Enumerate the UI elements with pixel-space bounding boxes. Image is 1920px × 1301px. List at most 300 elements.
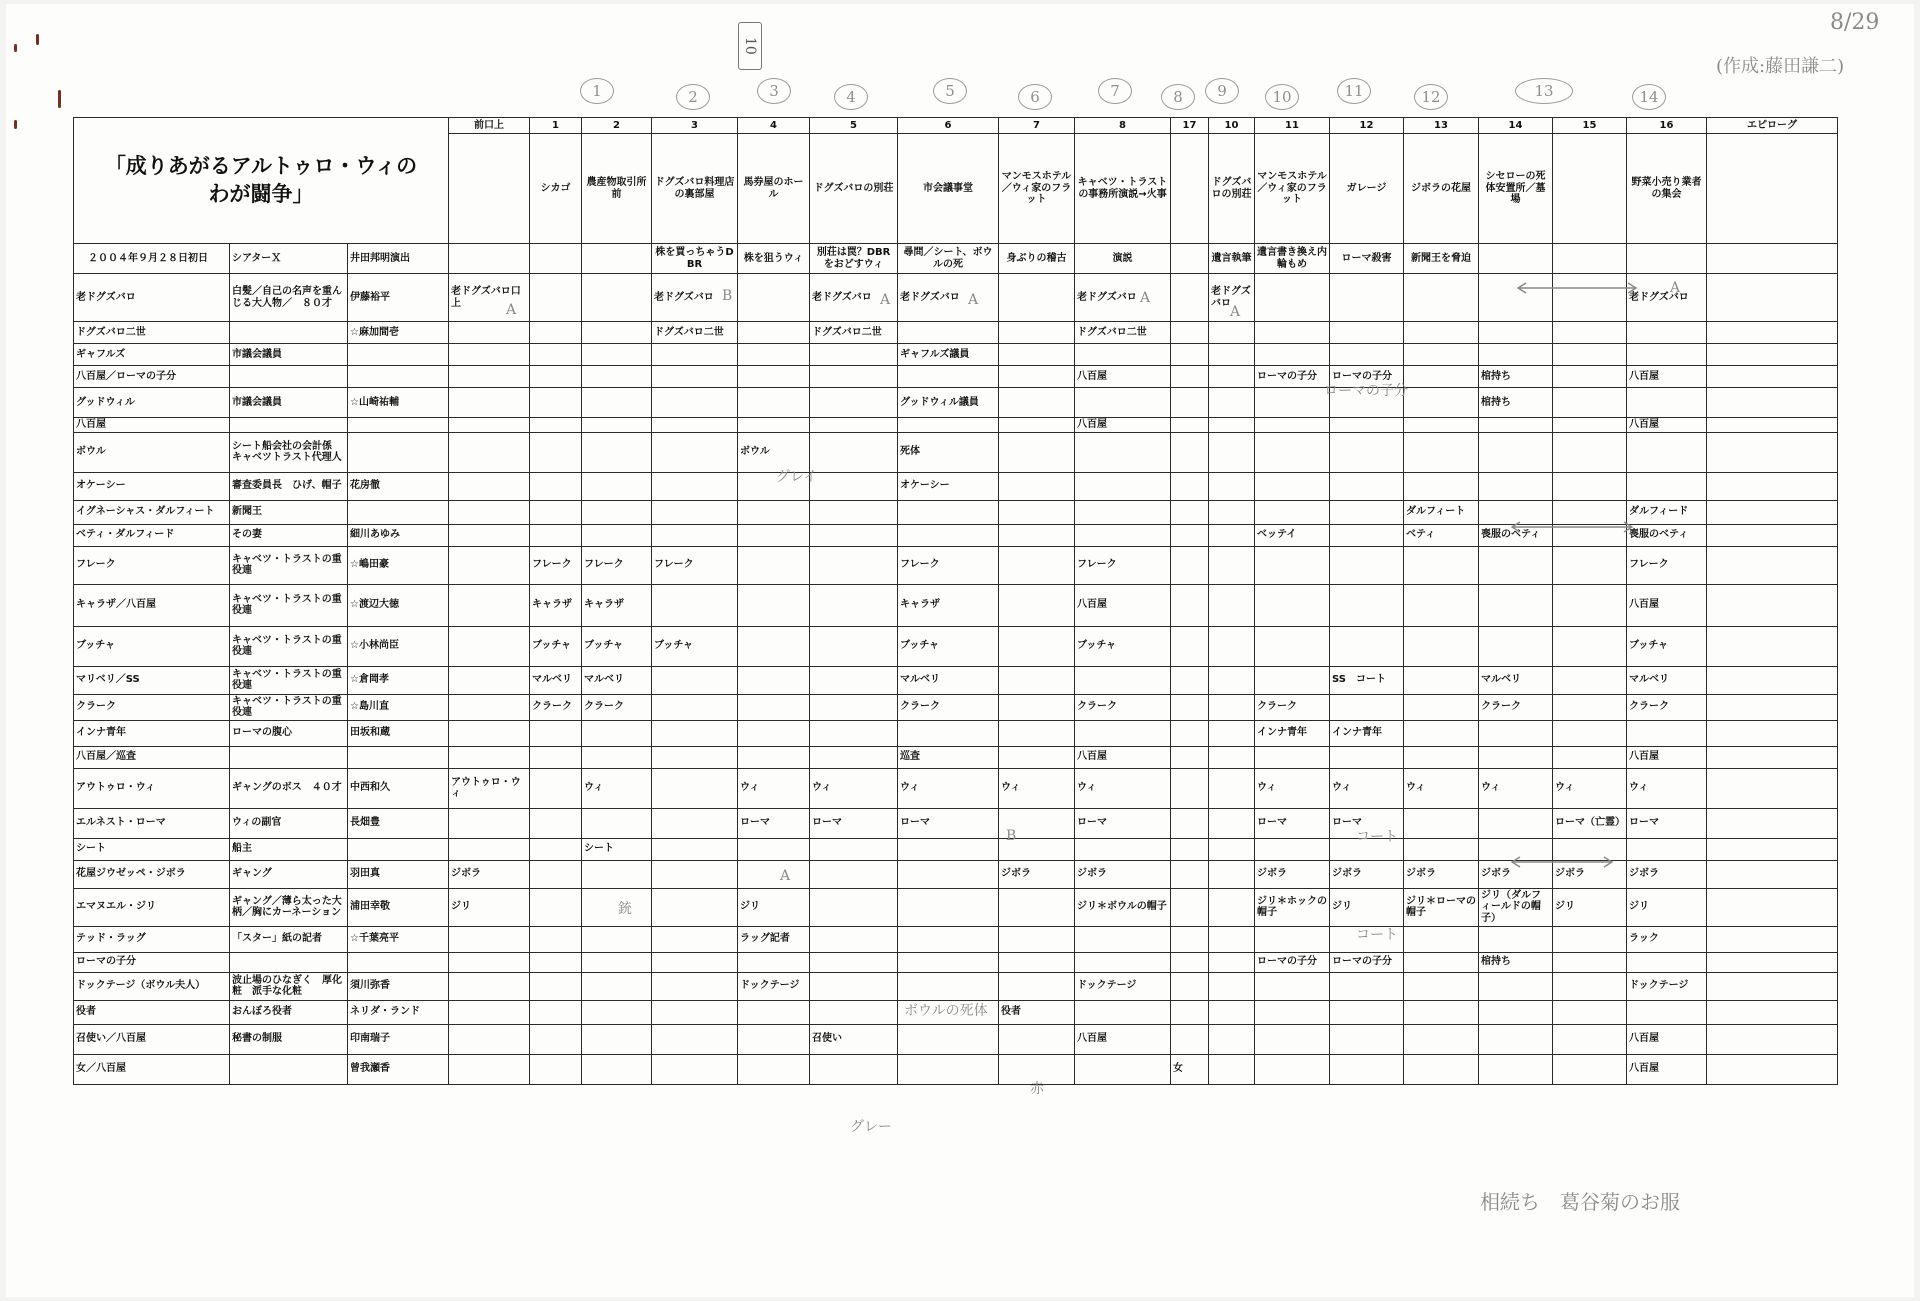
- scene-cell: [1404, 432, 1479, 472]
- scene-cell: ウィ: [1479, 768, 1553, 808]
- director-label: 井田邦明演出: [348, 244, 449, 274]
- role-description: ローマの腹心: [230, 720, 348, 746]
- scene-cell: [1255, 1024, 1330, 1054]
- scene-cell: ジリ: [1553, 888, 1627, 926]
- scene-number-6: 6: [898, 118, 999, 134]
- scene-cell: [449, 926, 530, 952]
- scene-cell: [999, 418, 1075, 433]
- scene-cell: [530, 524, 582, 546]
- scene-cell: マルベリ: [1479, 666, 1553, 694]
- scene-cell: [1255, 1000, 1330, 1024]
- scene-cell: [1553, 366, 1627, 388]
- scene-cell: [1075, 838, 1171, 860]
- role-name: キャラザ／八百屋: [74, 584, 230, 626]
- scene-cell: ウィ: [1255, 768, 1330, 808]
- scene-cell: [1209, 584, 1255, 626]
- scene-cell: [1330, 694, 1404, 720]
- scene-place-12: ガレージ: [1330, 134, 1404, 244]
- scene-cell: [738, 388, 810, 418]
- scene-cell: [449, 972, 530, 1000]
- scene-cell: [738, 322, 810, 344]
- scene-cell: [999, 694, 1075, 720]
- scene-cell: [530, 720, 582, 746]
- scene-cell: [582, 972, 652, 1000]
- scene-cell: [530, 746, 582, 768]
- scene-cell: [1707, 500, 1838, 524]
- scene-cell: SS コート: [1330, 666, 1404, 694]
- scene-cell: [1209, 524, 1255, 546]
- role-description: キャベツ・トラストの重役連: [230, 546, 348, 584]
- scene-cell: ウィ: [1627, 768, 1707, 808]
- scene-cell: [652, 388, 738, 418]
- scene-cell: ブッチャ: [898, 626, 999, 666]
- scene-cell: [1479, 322, 1553, 344]
- scene-cell: [1479, 1000, 1553, 1024]
- scene-cell: [1255, 274, 1330, 322]
- scene-cell: [1627, 388, 1707, 418]
- scene-cell: [1707, 388, 1838, 418]
- scene-event-14: [1479, 244, 1553, 274]
- scene-cell: [1330, 972, 1404, 1000]
- scene-cell: マルベリ: [582, 666, 652, 694]
- scene-cell: グッドウィル議員: [898, 388, 999, 418]
- scene-cell: [738, 418, 810, 433]
- actor-name: ネリダ・ランド: [348, 1000, 449, 1024]
- scene-place-14: シセローの死体安置所／墓場: [1479, 134, 1553, 244]
- scene-cell: ジリ（ダルフィールドの帽子）: [1479, 888, 1553, 926]
- scene-cell: [898, 366, 999, 388]
- scene-cell: [810, 472, 898, 500]
- table-row: [74, 666, 1838, 694]
- scene-cell: クラーク: [582, 694, 652, 720]
- scene-cell: [1627, 432, 1707, 472]
- scene-place-16: 野菜小売り業者の集会: [1627, 134, 1707, 244]
- scene-cell: ウィ: [1330, 768, 1404, 808]
- scene-cell: [530, 344, 582, 366]
- scene-cell: [1209, 768, 1255, 808]
- scene-cell: [999, 500, 1075, 524]
- top-right-author-note: (作成:藤田謙二): [1716, 56, 1845, 77]
- scene-cell: [1404, 1024, 1479, 1054]
- scene-cell: [449, 344, 530, 366]
- handwritten-annotation: A: [1670, 280, 1681, 296]
- table-row: [74, 1024, 1838, 1054]
- scene-cell: 八百屋: [1627, 418, 1707, 433]
- scene-cell: [1209, 694, 1255, 720]
- scene-cell: ドックテージ: [1627, 972, 1707, 1000]
- circled-number: 13: [1515, 78, 1573, 104]
- scene-cell: [1255, 626, 1330, 666]
- role-description: 審査委員長 ひげ、帽子: [230, 472, 348, 500]
- scene-cell: ローマ: [1627, 808, 1707, 838]
- scene-cell: [582, 952, 652, 972]
- scene-cell: [1627, 1000, 1707, 1024]
- table-row: [74, 838, 1838, 860]
- scene-cell: [810, 694, 898, 720]
- scene-number-10: 10: [1209, 118, 1255, 134]
- scene-cell: [1479, 626, 1553, 666]
- scene-place-10: ドグズバロの別荘: [1209, 134, 1255, 244]
- scene-cell: クラーク: [530, 694, 582, 720]
- scene-cell: [1553, 626, 1627, 666]
- scene-cell: [530, 1024, 582, 1054]
- scene-number-4: 4: [738, 118, 810, 134]
- scene-cell: ジボラ: [999, 860, 1075, 888]
- handwritten-annotation: コート: [1356, 829, 1398, 845]
- scene-cell: [582, 432, 652, 472]
- scene-cell: ブッチャ: [530, 626, 582, 666]
- role-name: 老ドグズバロ: [74, 274, 230, 322]
- circled-number: 10: [1265, 84, 1299, 110]
- scene-cell: [999, 926, 1075, 952]
- role-name: テッド・ラッグ: [74, 926, 230, 952]
- handwritten-annotation: A: [1230, 304, 1241, 320]
- scene-place-0: [449, 134, 530, 244]
- scene-cell: [1171, 694, 1209, 720]
- handwritten-annotation: A: [506, 302, 517, 318]
- scene-cell: [1707, 1000, 1838, 1024]
- scene-cell: ダルフィード: [1627, 500, 1707, 524]
- scene-cell: [1707, 808, 1838, 838]
- scene-cell: [1171, 926, 1209, 952]
- scene-cell: 八百屋: [1627, 1024, 1707, 1054]
- scene-cell: [898, 972, 999, 1000]
- role-description: ギャング: [230, 860, 348, 888]
- scene-cell: [1404, 366, 1479, 388]
- scene-cell: [1075, 432, 1171, 472]
- scene-cell: [652, 768, 738, 808]
- scene-cell: [1479, 838, 1553, 860]
- role-name: グッドウィル: [74, 388, 230, 418]
- scene-cell: [530, 808, 582, 838]
- scene-cell: [1553, 720, 1627, 746]
- scene-cell: [1479, 500, 1553, 524]
- scene-cell: [898, 888, 999, 926]
- scene-cell: ブッチャ: [582, 626, 652, 666]
- scene-cell: [1209, 322, 1255, 344]
- role-name: オケーシー: [74, 472, 230, 500]
- scene-number-3: 3: [652, 118, 738, 134]
- scene-cell: クラーク: [898, 694, 999, 720]
- scene-cell: [652, 418, 738, 433]
- scene-cell: [1707, 1024, 1838, 1054]
- scene-cell: [652, 694, 738, 720]
- scene-cell: 役者: [999, 1000, 1075, 1024]
- actor-name: 浦田幸敬: [348, 888, 449, 926]
- scene-cell: [1209, 1024, 1255, 1054]
- scene-cell: [1707, 626, 1838, 666]
- role-name: イグネーシャス・ダルフィート: [74, 500, 230, 524]
- scene-cell: [1330, 322, 1404, 344]
- scene-cell: ローマ: [738, 808, 810, 838]
- scene-cell: [1330, 432, 1404, 472]
- scene-cell: [810, 666, 898, 694]
- scene-cell: [999, 546, 1075, 584]
- scene-cell: [530, 972, 582, 1000]
- scene-cell: 八百屋: [1075, 746, 1171, 768]
- scene-cell: [582, 322, 652, 344]
- scene-cell: [1404, 1000, 1479, 1024]
- scene-cell: [738, 1000, 810, 1024]
- scene-place-4: 馬券屋のホール: [738, 134, 810, 244]
- scene-cell: [1171, 524, 1209, 546]
- scene-cell: [810, 500, 898, 524]
- scene-cell: [1171, 344, 1209, 366]
- scene-cell: ジリ: [1627, 888, 1707, 926]
- scene-cell: [1209, 546, 1255, 584]
- scene-cell: ウィ: [1404, 768, 1479, 808]
- scene-cell: [449, 808, 530, 838]
- scene-cell: [1330, 746, 1404, 768]
- scene-event-5: 別荘は罠？DBRをおどすウィ: [810, 244, 898, 274]
- scene-cell: [1707, 666, 1838, 694]
- role-name: ギャフルズ: [74, 344, 230, 366]
- scene-cell: [582, 472, 652, 500]
- scene-cell: [1553, 1024, 1627, 1054]
- table-row: [74, 926, 1838, 952]
- table-row: [74, 472, 1838, 500]
- role-name: アウトゥロ・ウィ: [74, 768, 230, 808]
- scene-cell: [1171, 366, 1209, 388]
- scene-cell: [1627, 720, 1707, 746]
- role-name: 八百屋: [74, 418, 230, 433]
- scene-event-9: [1171, 244, 1209, 274]
- scene-cell: [1209, 888, 1255, 926]
- scene-cell: [1330, 274, 1404, 322]
- scene-cell: [652, 344, 738, 366]
- scene-cell: ドックテージ: [1075, 972, 1171, 1000]
- scene-cell: 棺持ち: [1479, 388, 1553, 418]
- actor-name: [348, 500, 449, 524]
- role-description: ギャングのボス ４０才: [230, 768, 348, 808]
- scene-cell: [999, 972, 1075, 1000]
- scene-cell: [1553, 1000, 1627, 1024]
- scene-cell: [530, 888, 582, 926]
- scene-cell: [1707, 432, 1838, 472]
- scene-cell: [449, 472, 530, 500]
- scene-cell: [1255, 926, 1330, 952]
- scene-cell: ジボラ: [1553, 860, 1627, 888]
- scene-cell: [738, 344, 810, 366]
- scene-cell: [449, 546, 530, 584]
- scene-cell: [1404, 626, 1479, 666]
- scene-cell: [449, 1054, 530, 1084]
- scene-cell: ウィ: [738, 768, 810, 808]
- scene-cell: [738, 838, 810, 860]
- scene-cell: [1171, 584, 1209, 626]
- scene-cell: [1479, 808, 1553, 838]
- scene-cell: [1075, 524, 1171, 546]
- role-description: 市議会議員: [230, 344, 348, 366]
- scene-cell: [449, 694, 530, 720]
- scene-number-5: 5: [810, 118, 898, 134]
- play-title-line-1: 「成りあがるアルトゥロ・ウィの: [104, 154, 418, 179]
- scene-cell: [1255, 388, 1330, 418]
- scene-cell: [810, 838, 898, 860]
- circled-number: 4: [834, 84, 868, 110]
- scene-cell: 老ドグズバロ: [652, 274, 738, 322]
- scene-cell: [449, 584, 530, 626]
- scene-cell: [1255, 546, 1330, 584]
- scene-cell: [1330, 584, 1404, 626]
- scene-cell: [1330, 500, 1404, 524]
- role-name: インナ青年: [74, 720, 230, 746]
- circled-number: 14: [1632, 84, 1666, 110]
- scene-cell: [1209, 860, 1255, 888]
- scene-event-3: 株を買っちゃうDBR: [652, 244, 738, 274]
- role-name: 役者: [74, 1000, 230, 1024]
- scene-cell: ローマ（亡霊）: [1553, 808, 1627, 838]
- role-name: シート: [74, 838, 230, 860]
- casting-table: [73, 117, 1838, 1085]
- scene-cell: [999, 274, 1075, 322]
- actor-name: ☆倉岡孝: [348, 666, 449, 694]
- scene-cell: [449, 500, 530, 524]
- scene-cell: クラーク: [1075, 694, 1171, 720]
- actor-name: ☆渡辺大徳: [348, 584, 449, 626]
- scene-cell: [1255, 746, 1330, 768]
- scene-number-8: 8: [1075, 118, 1171, 134]
- scene-cell: 老ドグズバロ: [898, 274, 999, 322]
- scene-cell: [1707, 546, 1838, 584]
- scene-cell: [738, 626, 810, 666]
- scene-cell: [530, 322, 582, 344]
- scene-cell: [1553, 546, 1627, 584]
- circled-number: 7: [1098, 78, 1132, 104]
- role-name: 花屋ジウゼッペ・ジボラ: [74, 860, 230, 888]
- scene-cell: [582, 418, 652, 433]
- scene-cell: [1553, 524, 1627, 546]
- scene-cell: [1404, 344, 1479, 366]
- scene-cell: [810, 1054, 898, 1084]
- scene-cell: [582, 1054, 652, 1084]
- handwritten-annotation: ボウルの死体: [904, 1003, 988, 1019]
- scene-cell: 八百屋: [1075, 366, 1171, 388]
- scene-cell: [1171, 546, 1209, 584]
- scene-cell: ウィ: [582, 768, 652, 808]
- scene-cell: [738, 952, 810, 972]
- scene-cell: [1553, 472, 1627, 500]
- scene-cell: [582, 888, 652, 926]
- actor-name: 伊藤裕平: [348, 274, 449, 322]
- scene-cell: 八百屋: [1075, 1024, 1171, 1054]
- scene-cell: [898, 926, 999, 952]
- scene-cell: [449, 524, 530, 546]
- scene-cell: [1404, 1054, 1479, 1084]
- scene-event-15: [1553, 244, 1627, 274]
- scene-cell: [1171, 972, 1209, 1000]
- scene-cell: マルベリ: [898, 666, 999, 694]
- scene-cell: [810, 524, 898, 546]
- scene-cell: ローマの子分: [1330, 366, 1404, 388]
- scene-cell: [898, 322, 999, 344]
- scene-cell: ジリ: [1330, 888, 1404, 926]
- scene-cell: [999, 888, 1075, 926]
- scene-cell: [738, 1024, 810, 1054]
- actor-name: ☆千葉亮平: [348, 926, 449, 952]
- scene-event-17: [1707, 244, 1838, 274]
- scene-cell: [1479, 1024, 1553, 1054]
- scene-cell: [1404, 472, 1479, 500]
- scene-event-6: 尋問／シート、ボウルの死: [898, 244, 999, 274]
- scene-cell: ローマ: [1255, 808, 1330, 838]
- scene-cell: インナ青年: [1255, 720, 1330, 746]
- scene-cell: 死体: [898, 432, 999, 472]
- scene-cell: [1404, 694, 1479, 720]
- scene-cell: [449, 952, 530, 972]
- scene-cell: [1209, 388, 1255, 418]
- scene-cell: [1255, 972, 1330, 1000]
- handwritten-annotation: グレー: [850, 1119, 892, 1135]
- scene-cell: [1627, 344, 1707, 366]
- scene-cell: ジボラ: [1404, 860, 1479, 888]
- handwritten-annotation: ローマの子分: [1324, 383, 1408, 399]
- handwritten-annotation: コート: [1356, 927, 1398, 943]
- scene-cell: クラーク: [1627, 694, 1707, 720]
- venue-label: シアターＸ: [230, 244, 348, 274]
- scene-cell: [999, 952, 1075, 972]
- scene-cell: [1330, 1054, 1404, 1084]
- scene-cell: [810, 888, 898, 926]
- scene-cell: 八百屋: [1075, 584, 1171, 626]
- role-description: ウィの副官: [230, 808, 348, 838]
- scene-cell: [999, 322, 1075, 344]
- scene-cell: [1209, 626, 1255, 666]
- scene-cell: [1171, 626, 1209, 666]
- role-description: シート船会社の会計係 キャベツトラスト代理人: [230, 432, 348, 472]
- scene-cell: ダルフィート: [1404, 500, 1479, 524]
- scene-cell: [1404, 746, 1479, 768]
- scene-cell: [1404, 322, 1479, 344]
- scene-cell: [1330, 344, 1404, 366]
- scene-cell: [999, 344, 1075, 366]
- handwritten-annotation: A: [880, 292, 891, 308]
- scene-cell: [1707, 344, 1838, 366]
- scene-cell: ベティ: [1404, 524, 1479, 546]
- scene-cell: [652, 808, 738, 838]
- scene-event-8: 演説: [1075, 244, 1171, 274]
- table-row: [74, 388, 1838, 418]
- scene-cell: フレーク: [530, 546, 582, 584]
- role-description: キャベツ・トラストの重役連: [230, 626, 348, 666]
- scene-cell: [1171, 808, 1209, 838]
- scene-cell: アウトゥロ・ウィ: [449, 768, 530, 808]
- scene-event-0: [449, 244, 530, 274]
- scene-cell: マルベリ: [1627, 666, 1707, 694]
- scene-cell: ドグズバロ二世: [1075, 322, 1171, 344]
- scene-cell: [530, 768, 582, 808]
- scene-cell: [582, 926, 652, 952]
- scene-cell: クラーク: [1255, 694, 1330, 720]
- scene-number-11: 11: [1255, 118, 1330, 134]
- scene-cell: [1404, 584, 1479, 626]
- scene-cell: 老ドグズバロ: [1075, 274, 1171, 322]
- scene-number-17: エピローグ: [1707, 118, 1838, 134]
- scene-cell: [898, 860, 999, 888]
- scene-cell: [810, 584, 898, 626]
- role-description: 秘書の制服: [230, 1024, 348, 1054]
- scene-cell: [582, 274, 652, 322]
- scene-cell: [810, 1000, 898, 1024]
- scene-cell: [530, 500, 582, 524]
- scene-cell: [1553, 746, 1627, 768]
- paper-speck: [14, 44, 17, 52]
- scene-cell: [582, 500, 652, 524]
- scene-cell: ラッグ記者: [738, 926, 810, 952]
- scene-cell: [582, 1000, 652, 1024]
- scene-cell: ボウル: [738, 432, 810, 472]
- scene-cell: [1171, 388, 1209, 418]
